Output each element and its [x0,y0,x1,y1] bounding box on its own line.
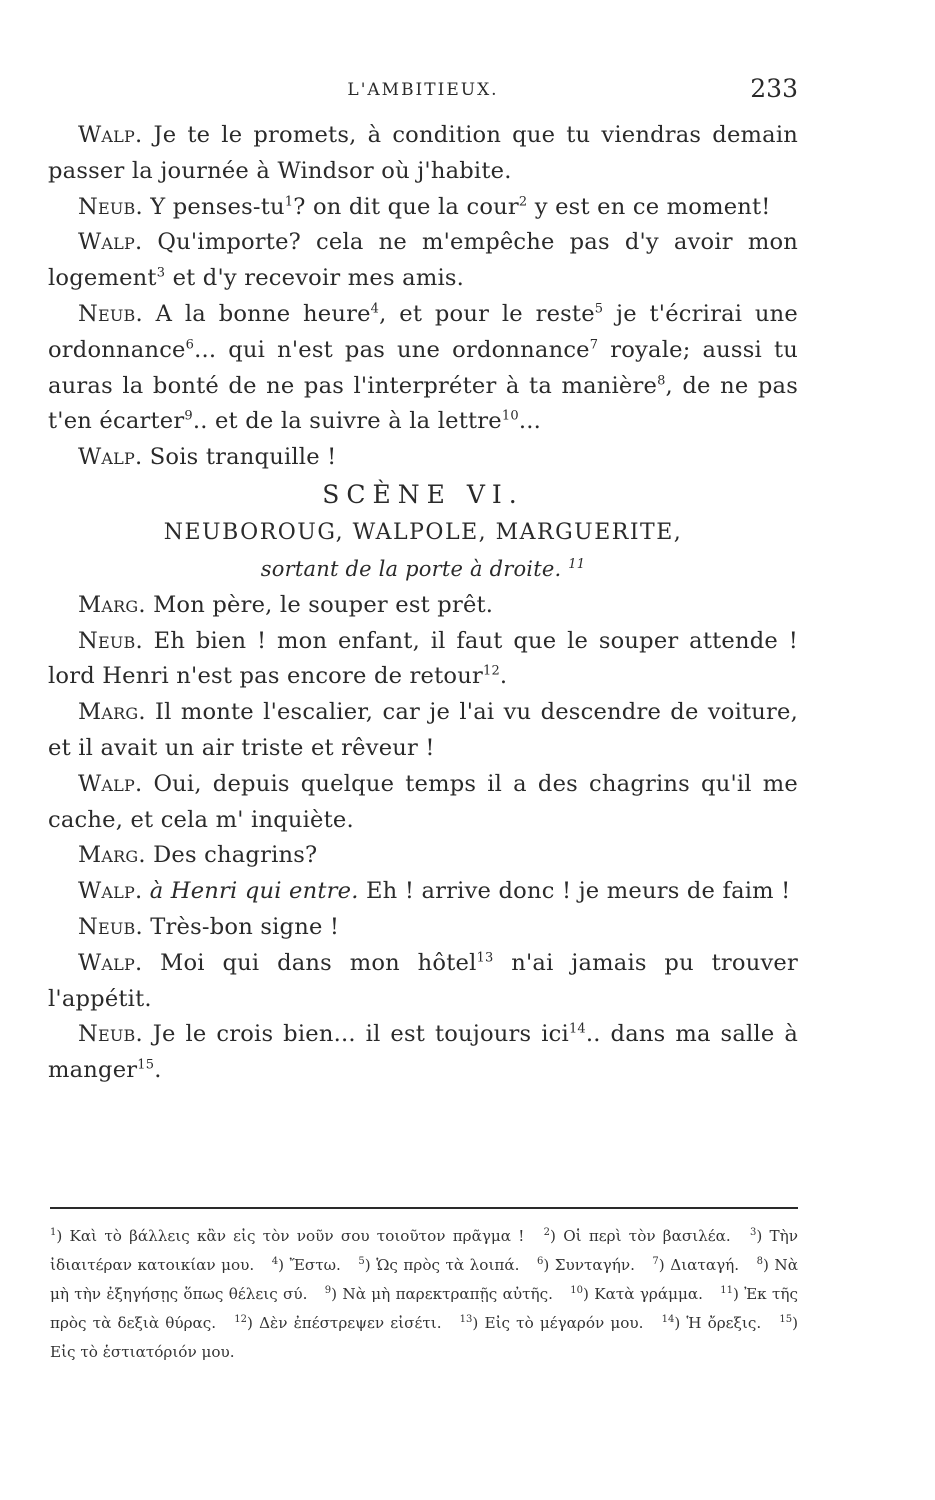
dialogue-line-7 [48,624,798,696]
page-header [48,74,798,114]
line-text: Il monte l'escalier, car je l'ai vu descendre de voiture, et il avait un air triste et rêveur ! [48,699,798,761]
inline-stage-direction: à Henri qui entre. [142,878,359,905]
footnote-number: 4 [271,1255,279,1267]
footnote: $^5$) Ὡς πρὸς τὰ λοιπά. [358,1255,520,1274]
footnotes [50,1222,798,1367]
footnote-text: Νὰ μὴ παρεκτραπῇς αὐτῆς. [342,1285,553,1303]
speaker-name: Marg. [78,591,146,618]
footnote: $^1$) Καὶ τὸ βάλλεις κἂν εἰς τὸν νοῦν σου τοιοῦτον πρᾶγμα ! [50,1226,525,1245]
line-text: Eh ! arrive donc ! je meurs de faim ! [358,878,791,905]
line-text: Je te le promets, à condition que tu viendras demain passer la journée à Windsor où j'habite. [48,122,798,184]
line-text: y est en ce moment! [527,193,771,220]
speaker-name: Walp. [78,770,143,797]
line-text: , de ne pas t'en écarter [48,372,798,435]
footnote-number: 9 [324,1284,332,1296]
footnote-text: Νὰ μὴ τὴν ἐξηγήσῃς ὅπως θέλεις σύ. [50,1256,798,1303]
footnote-ref: 5 [594,301,604,317]
line-text: Oui, depuis quelque temps il a des chagrins qu'il me cache, et cela m' inquiète. [48,770,798,833]
footnote-text: Ὡς πρὸς τὰ λοιπά. [376,1256,520,1274]
line-text: Mon père, le souper est prêt. [145,591,494,618]
footnote-ref: 1 [284,194,294,210]
footnote-number: 12 [234,1313,247,1325]
speaker-name: Walp. [78,878,143,905]
speaker-name: Walp. [78,949,143,976]
footnote-ref: 6 [185,337,195,353]
line-text: n'ai jamais pu trouver l'appétit. [48,949,798,1012]
dialogue-line-11 [48,874,798,910]
dialogue-line-9 [48,767,798,839]
footnote-number: 3 [749,1226,757,1238]
dialogue-line-13 [48,946,798,1018]
footnote: $^{12}$) Δὲν ἐπέστρεψεν εἰσέτι. [234,1313,442,1332]
line-text: Très-bon signe ! [142,913,340,940]
footnote: $^{10}$) Κατὰ γράμμα. [570,1284,703,1303]
scene-characters: NEUBOROUG, WALPOLE, MARGUERITE, [163,519,683,545]
dialogue-line-4 [48,297,798,440]
dialogue-line-1 [48,118,798,190]
footnote: $^{15}$) Εἰς τὸ ἑστιατόριόν μου. [50,1313,799,1361]
dialogue-line-10 [48,838,798,874]
footnote-ref: 11 [568,556,586,572]
line-text: .. dans ma salle à manger [48,1021,798,1084]
speaker-name: Neub. [78,627,143,654]
speaker-name: Walp. [78,444,143,471]
line-text: ? on dit que la cour [293,193,519,220]
dialogue-line-14 [48,1017,798,1089]
footnote-ref: 4 [370,301,380,317]
footnote-ref: 14 [568,1021,586,1037]
line-text: Y penses-tu [142,193,285,220]
footnote-number: 14 [661,1313,675,1325]
footnote-number: 5 [358,1255,365,1267]
footnote-text: Ἔστω. [289,1256,341,1274]
speaker-name: Neub. [78,913,143,940]
footnote-text: Ἐκ τῆς πρὸς τὰ δεξιὰ θύρας. [50,1285,798,1332]
line-text: . [154,1057,162,1084]
footnote: $^{14}$) Ἡ ὄρεξις. [661,1313,762,1332]
line-text: royale; aussi tu auras la bonté de ne pas l'interpréter à ta manière [48,336,798,399]
footnote-ref: 15 [137,1057,155,1073]
line-text: , et pour le reste [379,300,595,327]
line-text: ... qui n'est pas une ordonnance [194,336,590,363]
scene-stage-direction [48,552,798,588]
footnote: $^9$) Νὰ μὴ παρεκτραπῇς αὐτῆς. [324,1284,553,1303]
footnote-number: 10 [570,1284,583,1296]
footnote-number: 1 [50,1226,57,1238]
dialogue-line-8 [48,695,798,767]
footnote-ref: 7 [589,337,599,353]
line-text: Sois tranquille ! [142,444,337,471]
footnote: $^{13}$) Εἰς τὸ μέγαρόν μου. [459,1313,644,1332]
footnote-text: Οἱ περὶ τὸν βασιλέα. [563,1227,731,1245]
dialogue-line-5 [48,440,798,476]
dialogue-line-12 [48,910,798,946]
running-title: L'AMBITIEUX. [347,80,499,100]
footnote: $^4$) Ἔστω. [271,1255,341,1274]
speaker-name: Walp. [78,122,143,148]
footnote: $^7$) Διαταγή. [652,1255,740,1274]
scene-title: SCÈNE VI. [322,479,524,509]
speaker-name: Neub. [78,1021,143,1048]
footnote-text: Συνταγήν. [554,1256,635,1274]
footnote: $^8$) Νὰ μὴ τὴν ἐξηγήσῃς ὅπως θέλεις σύ. [50,1255,798,1303]
dialogue-line-3 [48,225,798,297]
footnote-ref: 13 [476,950,494,966]
line-text: Je le crois bien... il est toujours ici [142,1021,569,1048]
line-text: Eh bien ! mon enfant, il faut que le souper attende ! lord Henri n'est pas encore de retour [48,627,798,690]
speaker-name: Marg. [78,842,146,869]
speaker-name: Marg. [78,699,146,726]
dialogue-text [48,118,798,1089]
line-text: .. et de la suivre à la lettre [192,408,502,435]
footnote-number: 2 [543,1226,551,1238]
footnote-ref: 8 [657,373,666,389]
footnote-divider [50,1207,798,1209]
footnote: $^{11}$) Ἐκ τῆς πρὸς τὰ δεξιὰ θύρας. [50,1284,798,1332]
line-text: ... [518,408,541,435]
footnote-number: 7 [652,1255,659,1267]
footnote-text: Εἰς τὸ ἑστιατόριόν μου. [50,1343,235,1361]
footnote-text: Δὲν ἐπέστρεψεν εἰσέτι. [259,1314,442,1332]
footnote-ref: 10 [501,408,519,424]
footnote-number: 13 [459,1313,473,1325]
speaker-name: Neub. [78,300,143,327]
line-text: Moi qui dans mon hôtel [142,949,477,976]
footnote: $^2$) Οἱ περὶ τὸν βασιλέα. [543,1226,731,1245]
line-text: Des chagrins? [145,842,318,869]
line-text: et d'y recevoir mes amis. [165,265,465,292]
footnote-text: Ἡ ὄρεξις. [686,1314,762,1332]
footnote: $^6$) Συνταγήν. [536,1255,635,1274]
speaker-name: Walp. [78,229,143,256]
footnote-text: Κατὰ γράμμα. [594,1285,703,1303]
footnote-number: 11 [720,1284,733,1296]
footnote: $^3$) Τὴν ἰδιαιτέραν κατοικίαν μου. [50,1226,798,1274]
dialogue-line-6 [48,588,798,624]
footnote-number: 15 [779,1313,793,1325]
footnote-text: Τὴν ἰδιαιτέραν κατοικίαν μου. [50,1227,798,1274]
line-text: A la bonne heure [142,300,371,327]
footnote-number: 8 [756,1255,763,1267]
line-text: je t'écrirai une ordonnance [48,300,798,363]
line-text: . [499,663,508,690]
page-number: 233 [750,74,798,103]
speaker-name: Neub. [78,193,143,220]
stage-direction-text: sortant de la porte à droite. [260,556,562,581]
footnote-text: Καὶ τὸ βάλλεις κἂν εἰς τὸν νοῦν σου τοιοῦτον πρᾶγμα ! [69,1227,525,1245]
footnote-text: Εἰς τὸ μέγαρόν μου. [484,1314,644,1332]
line-text: Qu'importe? cela ne m'empêche pas d'y avoir mon logement [48,229,798,292]
footnote-ref: 2 [518,194,528,210]
footnote-ref: 9 [184,408,193,424]
dialogue-line-2 [48,190,798,226]
footnote-number: 6 [536,1255,544,1267]
footnote-ref: 3 [156,265,166,281]
footnote-text: Διαταγή. [670,1256,740,1274]
footnote-ref: 12 [482,663,500,679]
